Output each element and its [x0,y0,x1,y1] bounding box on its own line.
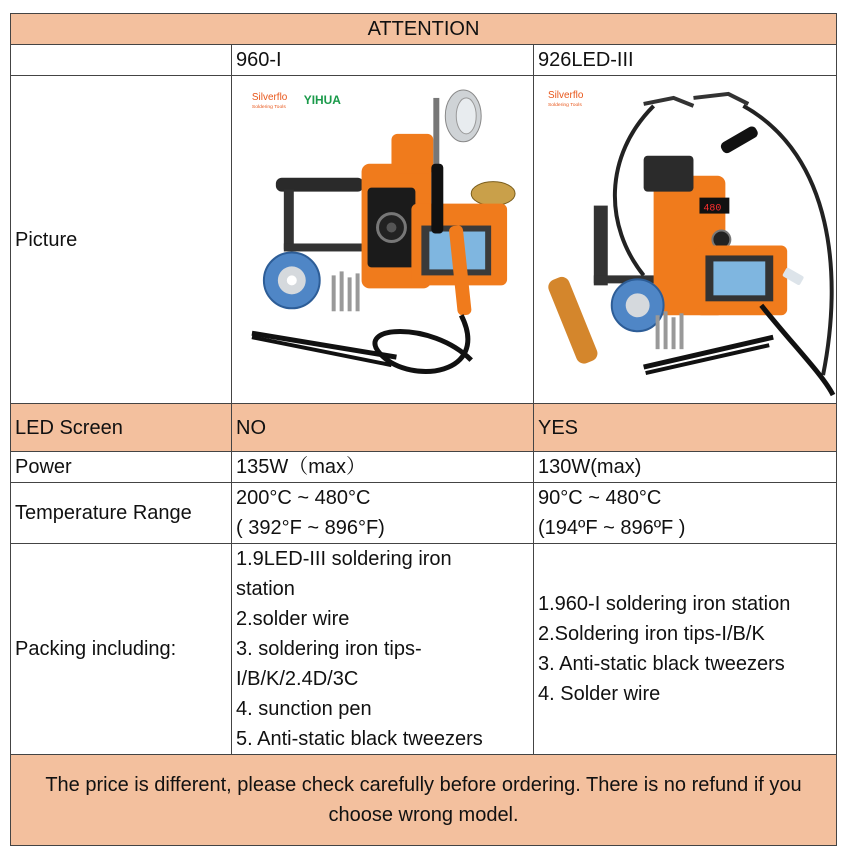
model-a-header: 960-I [232,45,534,76]
packing-a-item: station [236,578,295,600]
packing-b-item: 3. Anti-static black tweezers [538,653,785,675]
temperature-a-celsius: 200°C ~ 480°C [236,487,371,509]
brand-text-a: Silverflo [251,91,288,103]
table-title: ATTENTION [11,14,837,45]
temperature-value-a [232,483,534,544]
packing-b-item: 4. Solder wire [538,683,661,705]
power-label: Power [11,452,232,483]
brand-sub-text-b: Soldering Tools [547,101,582,108]
soldering-station-a-image [232,76,533,403]
picture-label: Picture [11,76,232,404]
model-b-picture [534,76,837,404]
comparison-table [10,13,837,846]
packing-label: Packing including: [11,544,232,755]
yihua-logo: YIHUA [303,92,341,107]
price-notice-line1: The price is different, please check carefully before ordering. There is no refund if you [45,774,802,796]
packing-a-item: 5. Anti-static black tweezers [236,728,483,750]
power-value-a: 135W（max） [232,452,534,483]
header-empty-cell [11,45,232,76]
brand-sub-text-a: Soldering Tools [251,103,286,110]
model-a-picture [232,76,534,404]
led-screen-label: LED Screen [11,404,232,452]
packing-a-item: 4. sunction pen [236,698,372,720]
temperature-b-fahrenheit: (194ºF ~ 896ºF ) [538,517,686,539]
model-b-header: 926LED-III [534,45,837,76]
led-screen-value-b: YES [534,404,837,452]
packing-a-item: 1.9LED-III soldering iron [236,548,452,570]
price-notice [11,755,837,846]
brand-text-b: Silverflo [547,89,584,101]
packing-b-item: 1.960-I soldering iron station [538,593,791,615]
packing-list-a [232,544,534,755]
packing-a-item: 3. soldering iron tips- [236,638,422,660]
packing-a-item: 2.solder wire [236,608,350,630]
packing-list-b [534,544,837,755]
price-notice-line2: choose wrong model. [328,804,519,826]
led-screen-value-a: NO [232,404,534,452]
power-value-b: 130W(max) [534,452,837,483]
led-display-text: 480 [703,202,722,214]
temperature-label: Temperature Range [11,483,232,544]
packing-b-item: 2.Soldering iron tips-I/B/K [538,623,765,645]
temperature-value-b [534,483,837,544]
packing-a-item: I/B/K/2.4D/3C [236,668,359,690]
temperature-a-fahrenheit: ( 392°F ~ 896°F) [236,517,385,539]
temperature-b-celsius: 90°C ~ 480°C [538,487,662,509]
soldering-station-b-image [534,76,836,403]
